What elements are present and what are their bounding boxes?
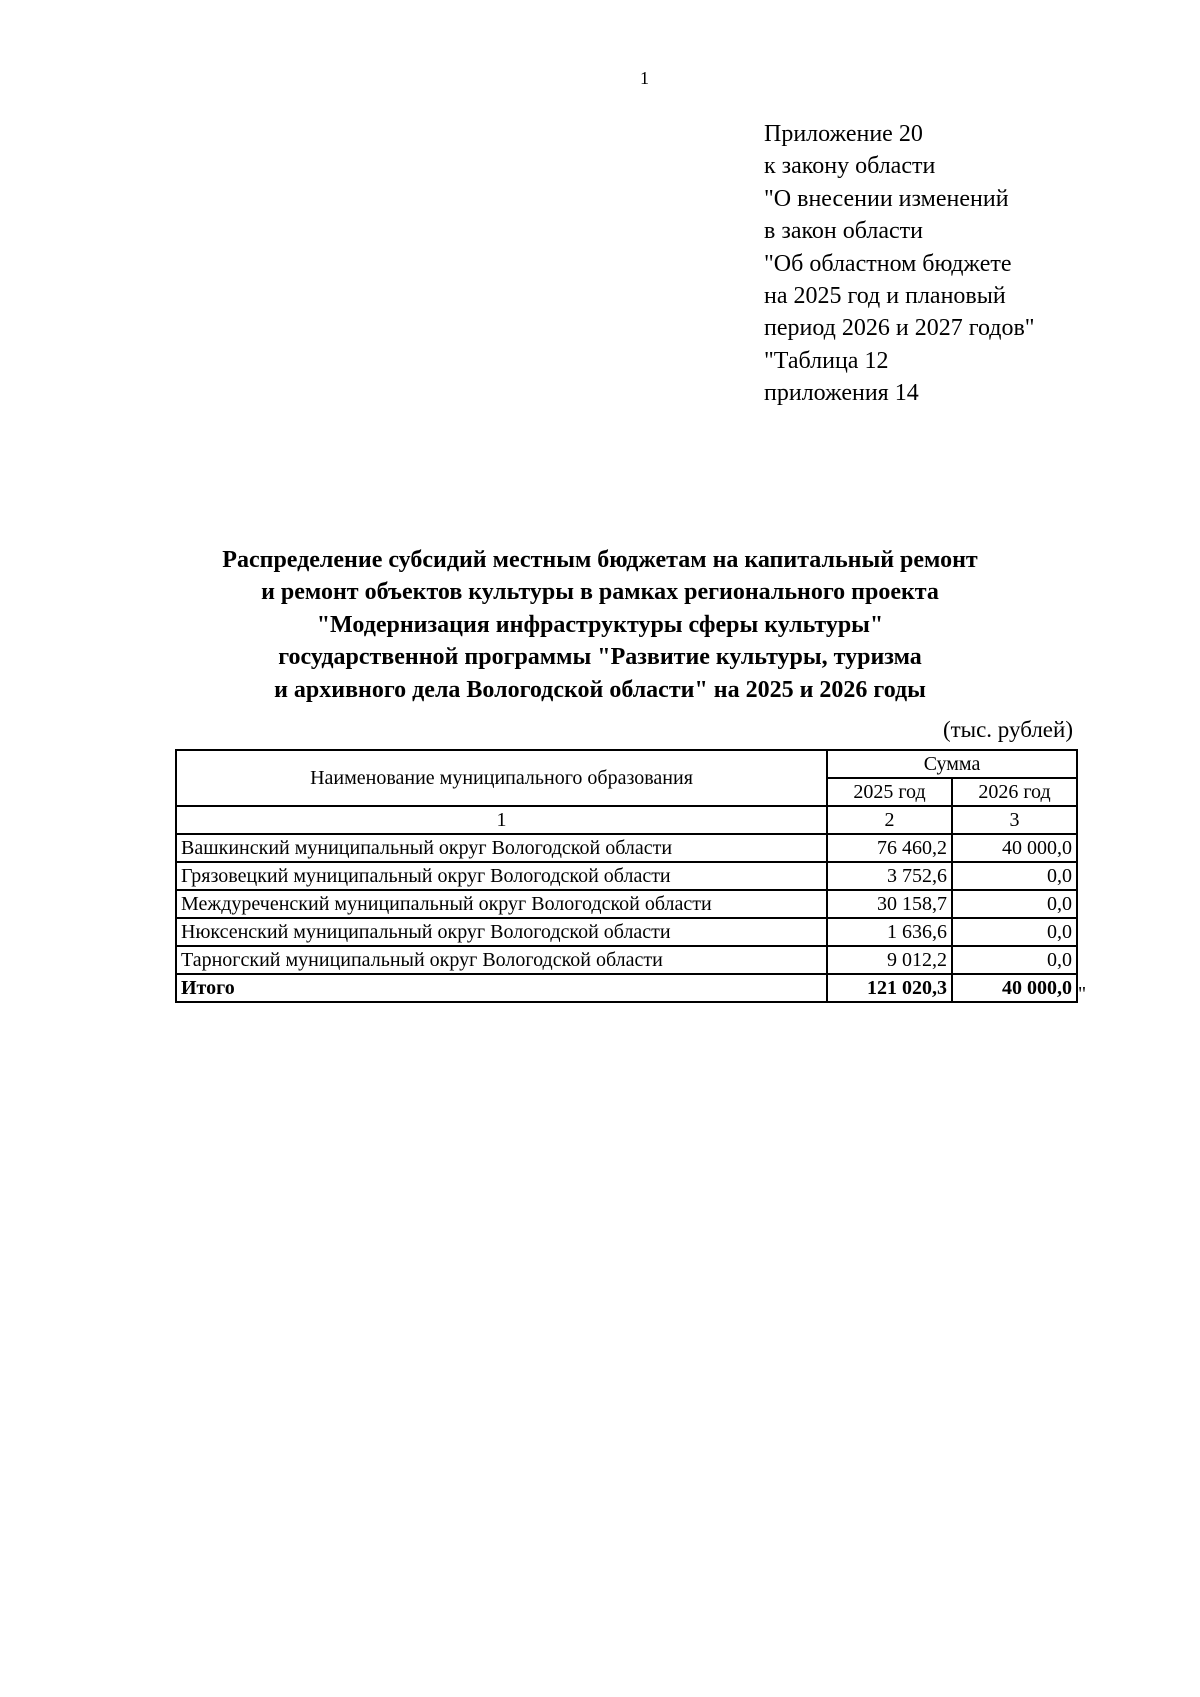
amount-2025: 3 752,6	[827, 862, 952, 890]
amount-2025: 9 012,2	[827, 946, 952, 974]
appendix-line: Приложение 20	[764, 121, 923, 147]
table-row	[176, 834, 1077, 862]
header-sum: Сумма	[827, 750, 1077, 778]
appendix-line: на 2025 год и плановый	[764, 283, 1006, 310]
total-2026: 40 000,0	[952, 974, 1077, 1002]
header-year-2026: 2026 год	[952, 778, 1077, 806]
column-number: 3	[952, 806, 1077, 834]
title-line: и ремонт объектов культуры в рамках регионального проекта	[261, 579, 939, 606]
title-line: и архивного дела Вологодской области" на 2025 и 2026 годы	[274, 676, 926, 703]
column-number-row	[176, 806, 1077, 834]
appendix-line: период 2026 и 2027 годов"	[764, 315, 1035, 342]
total-label: Итого	[176, 974, 827, 1002]
appendix-header	[764, 118, 1144, 410]
table-header-row	[176, 750, 1077, 778]
appendix-line: приложения 14	[764, 380, 919, 407]
amount-2025: 1 636,6	[827, 918, 952, 946]
amount-2026: 0,0	[952, 890, 1077, 918]
page-number: 1	[640, 68, 649, 88]
amount-2026: 0,0	[952, 862, 1077, 890]
amount-2025: 76 460,2	[827, 834, 952, 862]
municipality-name: Междуреченский муниципальный округ Вологодской области	[176, 890, 827, 918]
total-row	[176, 974, 1077, 1002]
units-label: (тыс. рублей)	[942, 717, 1073, 742]
header-year-2025: 2025 год	[827, 778, 952, 806]
title-line: "Модернизация инфраструктуры сферы культуры"	[316, 611, 884, 638]
municipality-name: Грязовецкий муниципальный округ Вологодской области	[176, 862, 827, 890]
table-row	[176, 946, 1077, 974]
closing-quote: "	[1078, 983, 1087, 1005]
subsidy-table	[175, 749, 1078, 1003]
appendix-line: "Таблица 12	[764, 347, 889, 374]
appendix-line: "Об областном бюджете	[764, 250, 1012, 277]
document-title	[150, 544, 1050, 706]
municipality-name: Вашкинский муниципальный округ Вологодской области	[176, 834, 827, 862]
total-2025: 121 020,3	[827, 974, 952, 1002]
appendix-line: к закону области	[764, 153, 936, 180]
amount-2026: 0,0	[952, 918, 1077, 946]
title-line: государственной программы "Развитие культуры, туризма	[278, 644, 922, 671]
table-row	[176, 918, 1077, 946]
table-row	[176, 890, 1077, 918]
header-name: Наименование муниципального образования	[176, 750, 827, 806]
municipality-name: Тарногский муниципальный округ Вологодской области	[176, 946, 827, 974]
appendix-line: "О внесении изменений	[764, 185, 1009, 212]
column-number: 1	[176, 806, 827, 834]
title-line: Распределение субсидий местным бюджетам на капитальный ремонт	[222, 547, 978, 573]
amount-2025: 30 158,7	[827, 890, 952, 918]
table-row	[176, 862, 1077, 890]
column-number: 2	[827, 806, 952, 834]
appendix-line: в закон области	[764, 218, 923, 245]
amount-2026: 40 000,0	[952, 834, 1077, 862]
municipality-name: Нюксенский муниципальный округ Вологодской области	[176, 918, 827, 946]
amount-2026: 0,0	[952, 946, 1077, 974]
